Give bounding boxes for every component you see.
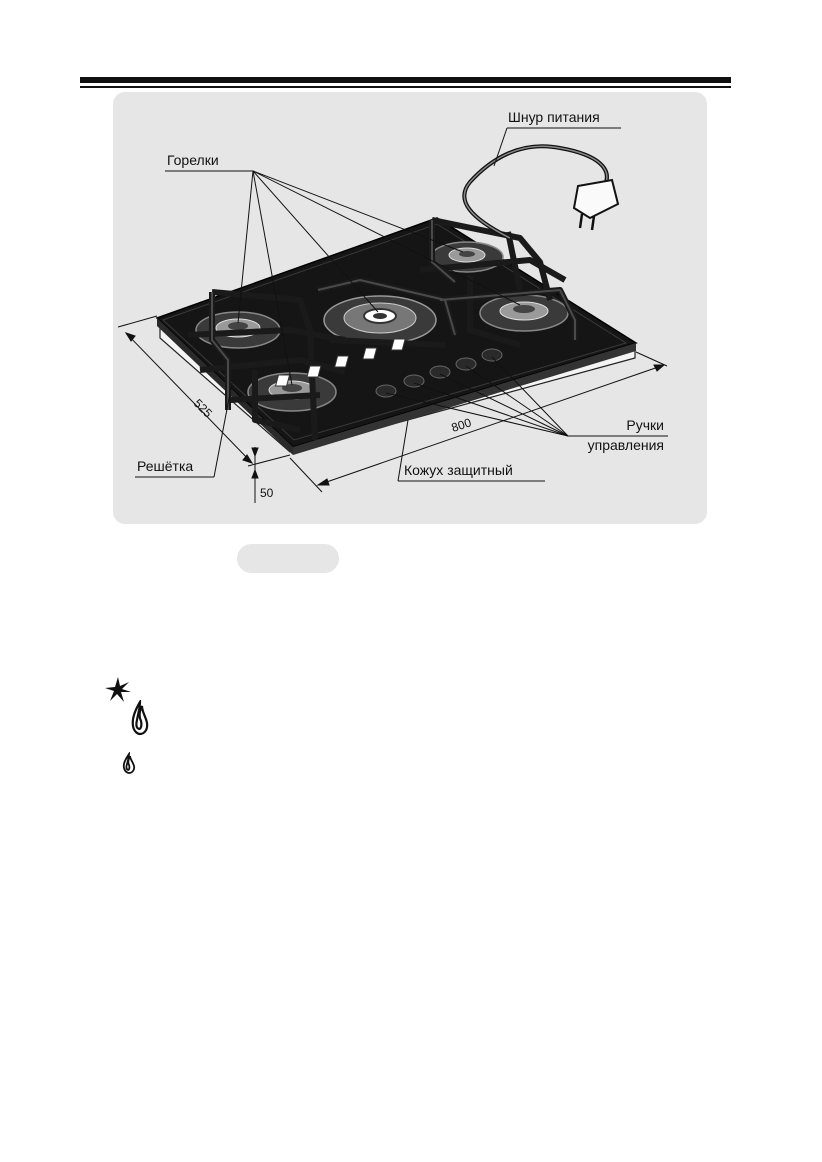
- ignition-spark-icon: [104, 676, 132, 704]
- large-flame-icon: [130, 700, 150, 736]
- label-burners: Горелки: [167, 152, 219, 168]
- label-protective-cover: Кожух защитный: [404, 462, 513, 478]
- label-power-cord: Шнур питания: [508, 109, 600, 125]
- burner-left-front: [248, 373, 336, 411]
- label-knobs-line1: Ручки: [626, 417, 664, 433]
- dimension-depth: 525: [190, 396, 215, 421]
- label-knobs-line2: управления: [587, 437, 664, 453]
- dimension-height: 50: [260, 486, 274, 500]
- section-heading-pill: [237, 544, 339, 573]
- small-flame-icon: [121, 752, 137, 774]
- dimension-width: 800: [449, 415, 473, 435]
- label-grate: Решётка: [137, 458, 194, 474]
- gas-hob-diagram: [0, 0, 822, 560]
- burner-right-front: [480, 295, 568, 331]
- power-plug-icon: [574, 180, 618, 230]
